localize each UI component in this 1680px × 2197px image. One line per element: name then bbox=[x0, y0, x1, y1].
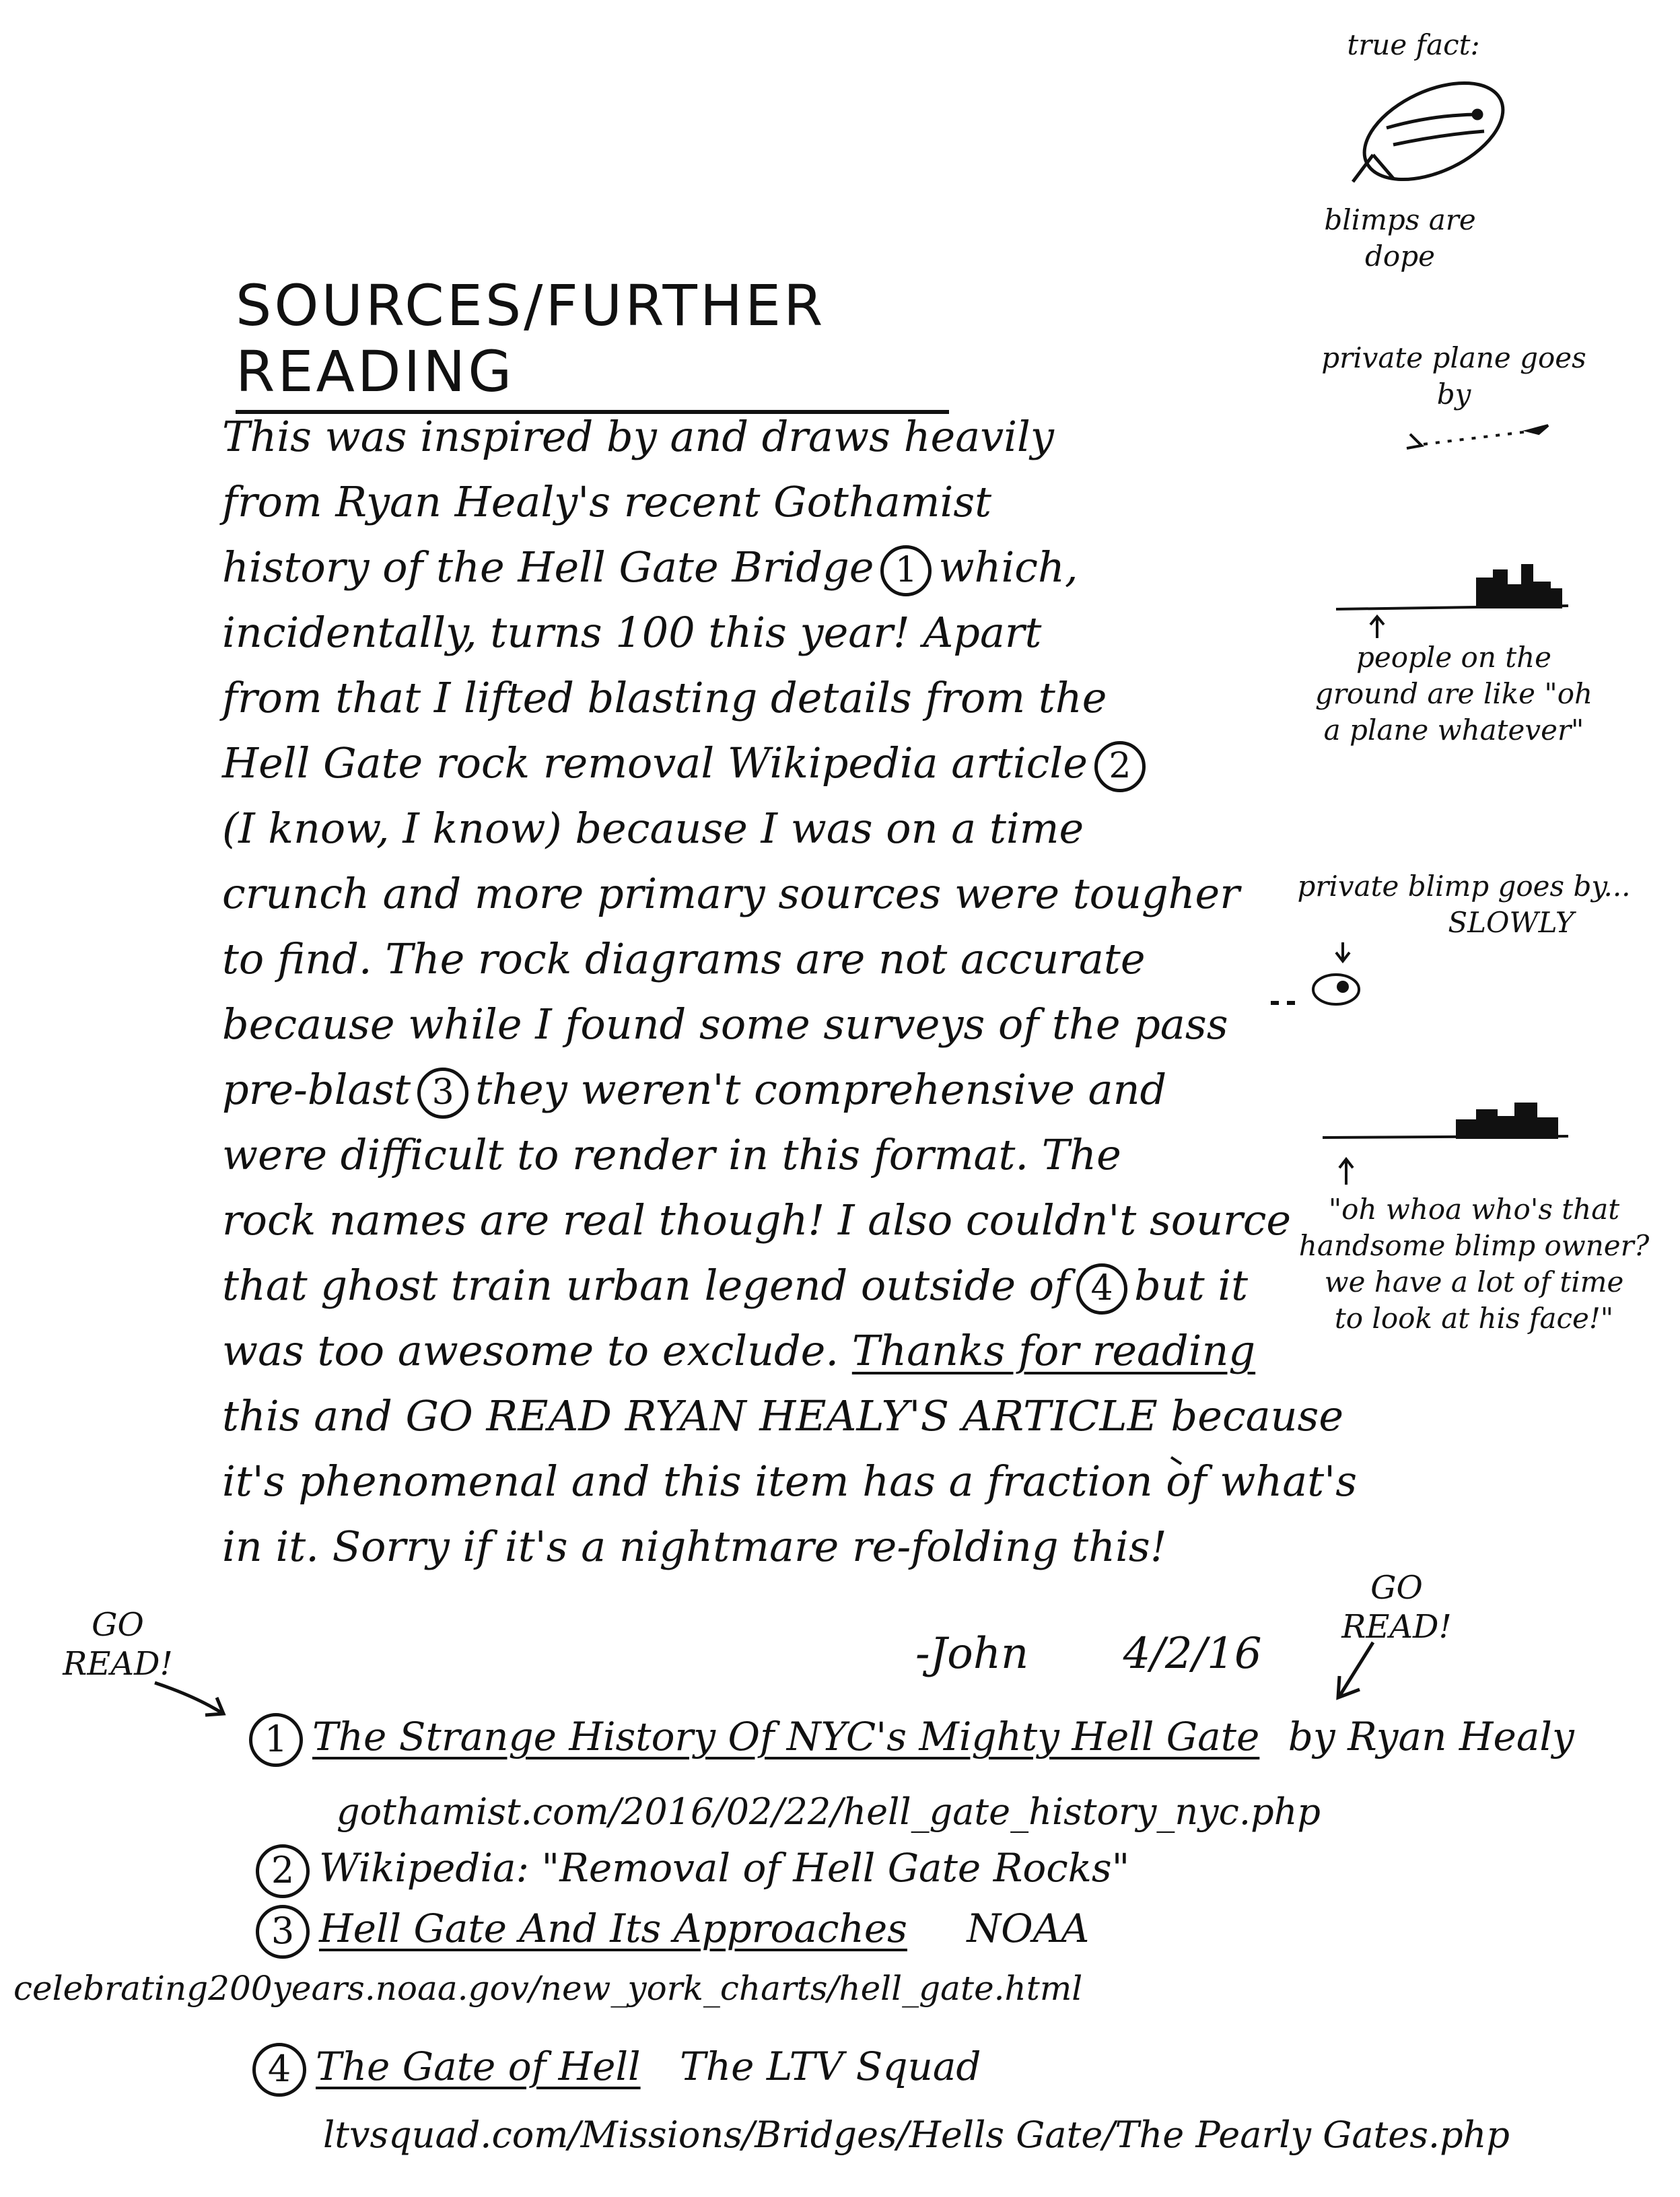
go-read-right-line: READ! bbox=[1341, 1608, 1452, 1646]
body-line bbox=[222, 534, 1272, 600]
body-text-segment: because while I found some surveys of the pass bbox=[222, 1000, 1228, 1049]
thanks-for-reading-text: Thanks for reading bbox=[851, 1326, 1256, 1375]
go-read-left bbox=[50, 1605, 185, 1683]
skyline-icon bbox=[1336, 565, 1568, 638]
oh-whoa-note bbox=[1296, 1191, 1652, 1337]
blimps-note bbox=[1312, 202, 1488, 275]
reference-title: Wikipedia: "Removal of Hell Gate Rocks" bbox=[319, 1845, 1130, 1891]
body-line bbox=[222, 404, 1272, 469]
reference-number: 2 bbox=[256, 1844, 310, 1898]
body-text-segment: from Ryan Healy's recent Gothamist bbox=[222, 477, 992, 526]
body-text-segment: (I know, I know) because I was on a time bbox=[222, 804, 1084, 853]
reference-1 bbox=[242, 1713, 1574, 1767]
private-blimp-note-line: private blimp goes by... bbox=[1297, 870, 1631, 903]
body-text-segment: from that I lifted blasting details from the bbox=[222, 673, 1107, 722]
reference-2 bbox=[249, 1844, 1129, 1898]
body-line bbox=[222, 665, 1272, 730]
body-line bbox=[222, 1057, 1272, 1122]
small-blimp-icon bbox=[1271, 942, 1359, 1004]
body-text-segment: in it. Sorry if it's a nightmare re-folding this! bbox=[222, 1522, 1167, 1571]
body-text-segment: but it bbox=[1134, 1261, 1249, 1310]
blimp-icon bbox=[1350, 63, 1518, 199]
body-text-segment: history of the Hell Gate Bridge bbox=[222, 543, 874, 592]
oh-whoa-note-line: to look at his face!" bbox=[1334, 1302, 1614, 1335]
page-title: SOURCES/FURTHER READING bbox=[236, 273, 949, 414]
reference-title-link[interactable]: The Strange History Of NYC's Mighty Hell Gate bbox=[312, 1714, 1260, 1760]
body-line bbox=[222, 1187, 1292, 1253]
body-line bbox=[222, 1318, 1272, 1383]
body-line bbox=[222, 926, 1272, 991]
reference-4 bbox=[246, 2043, 981, 2097]
people-ground-note-line: a plane whatever" bbox=[1323, 713, 1584, 746]
body-line bbox=[222, 796, 1272, 861]
skyline-2-icon bbox=[1323, 1104, 1568, 1185]
reference-number: 4 bbox=[252, 2043, 306, 2097]
reference-4-url[interactable]: ltvsquad.com/Missions/Bridges/Hells Gate/The Pearly Gates.php bbox=[323, 2114, 1510, 2156]
reference-extra: NOAA bbox=[967, 1906, 1090, 1952]
body-line bbox=[222, 1514, 1272, 1579]
body-line bbox=[222, 1122, 1272, 1187]
body-paragraph bbox=[222, 404, 1358, 1579]
oh-whoa-note-line: we have a lot of time bbox=[1324, 1265, 1624, 1298]
body-text-segment: it's phenomenal and this item has a fraction of what's bbox=[222, 1457, 1358, 1506]
body-text-segment: they weren't comprehensive and bbox=[475, 1065, 1167, 1114]
body-text-segment: incidentally, turns 100 this year! Apart bbox=[222, 608, 1042, 657]
body-text-segment: were difficult to render in this format. The bbox=[222, 1130, 1121, 1179]
body-text-segment: to find. The rock diagrams are not accurate bbox=[222, 934, 1146, 983]
go-read-left-line: GO bbox=[92, 1606, 144, 1644]
body-text-segment: pre-blast bbox=[222, 1065, 411, 1114]
private-plane-note-line: by bbox=[1436, 378, 1471, 411]
plane-icon bbox=[1407, 425, 1548, 448]
body-line bbox=[222, 1383, 1344, 1449]
reference-title-link[interactable]: The Gate of Hell bbox=[316, 2044, 641, 2090]
reference-marker-1: 1 bbox=[880, 545, 932, 596]
reference-marker-4: 4 bbox=[1076, 1263, 1127, 1315]
body-text-segment: Hell Gate rock removal Wikipedia article bbox=[222, 738, 1088, 788]
reference-title-link[interactable]: Hell Gate And Its Approaches bbox=[319, 1906, 907, 1952]
blimps-note-line: blimps are bbox=[1324, 203, 1476, 236]
people-ground-note-line: ground are like "oh bbox=[1315, 677, 1593, 710]
people-ground-note-line: people on the bbox=[1356, 641, 1552, 674]
reference-extra: by Ryan Healy bbox=[1288, 1714, 1574, 1760]
go-read-left-line: READ! bbox=[63, 1645, 173, 1683]
private-plane-note bbox=[1312, 340, 1595, 413]
reference-marker-2: 2 bbox=[1094, 741, 1146, 792]
body-text-segment: was too awesome to exclude. bbox=[222, 1326, 839, 1375]
signature bbox=[915, 1629, 1262, 1679]
true-fact-label: true fact: bbox=[1347, 28, 1480, 61]
body-line bbox=[222, 730, 1272, 796]
signature-name: -John bbox=[915, 1629, 1029, 1679]
private-blimp-note bbox=[1296, 868, 1632, 941]
body-text-segment: This was inspired by and draws heavily bbox=[222, 412, 1054, 461]
reference-extra: The LTV Squad bbox=[680, 2044, 981, 2090]
body-line bbox=[222, 861, 1272, 926]
go-read-right bbox=[1329, 1568, 1464, 1646]
body-line bbox=[222, 1253, 1272, 1318]
body-line bbox=[222, 991, 1272, 1057]
body-line bbox=[222, 600, 1272, 665]
blimps-note-line: dope bbox=[1365, 240, 1435, 273]
reference-number: 1 bbox=[249, 1713, 303, 1767]
reference-number: 3 bbox=[256, 1905, 310, 1959]
body-text-segment: crunch and more primary sources were tougher bbox=[222, 869, 1240, 918]
body-line bbox=[222, 1449, 1358, 1514]
oh-whoa-note-line: "oh whoa who's that bbox=[1328, 1193, 1620, 1226]
body-text-segment: this and GO READ RYAN HEALY'S ARTICLE because bbox=[222, 1391, 1344, 1440]
reference-3 bbox=[249, 1905, 1089, 1959]
private-blimp-note-line: SLOWLY bbox=[1448, 906, 1574, 939]
reference-3-url[interactable]: celebrating200years.noaa.gov/new_york_charts/hell_gate.html bbox=[13, 1969, 1083, 2008]
body-line bbox=[222, 469, 1272, 534]
reference-marker-3: 3 bbox=[417, 1068, 468, 1119]
oh-whoa-note-line: handsome blimp owner? bbox=[1298, 1229, 1650, 1262]
people-ground-note bbox=[1302, 639, 1605, 748]
signature-date: 4/2/16 bbox=[1123, 1629, 1262, 1679]
private-plane-note-line: private plane goes bbox=[1321, 341, 1586, 374]
body-text-segment: rock names are real though! I also couldn't source bbox=[222, 1195, 1292, 1245]
body-text-segment: that ghost train urban legend outside of bbox=[222, 1261, 1070, 1310]
body-text-segment: which, bbox=[938, 543, 1078, 592]
go-read-right-line: GO bbox=[1370, 1569, 1423, 1607]
reference-1-url[interactable]: gothamist.com/2016/02/22/hell_gate_history_nyc.php bbox=[337, 1790, 1321, 1833]
